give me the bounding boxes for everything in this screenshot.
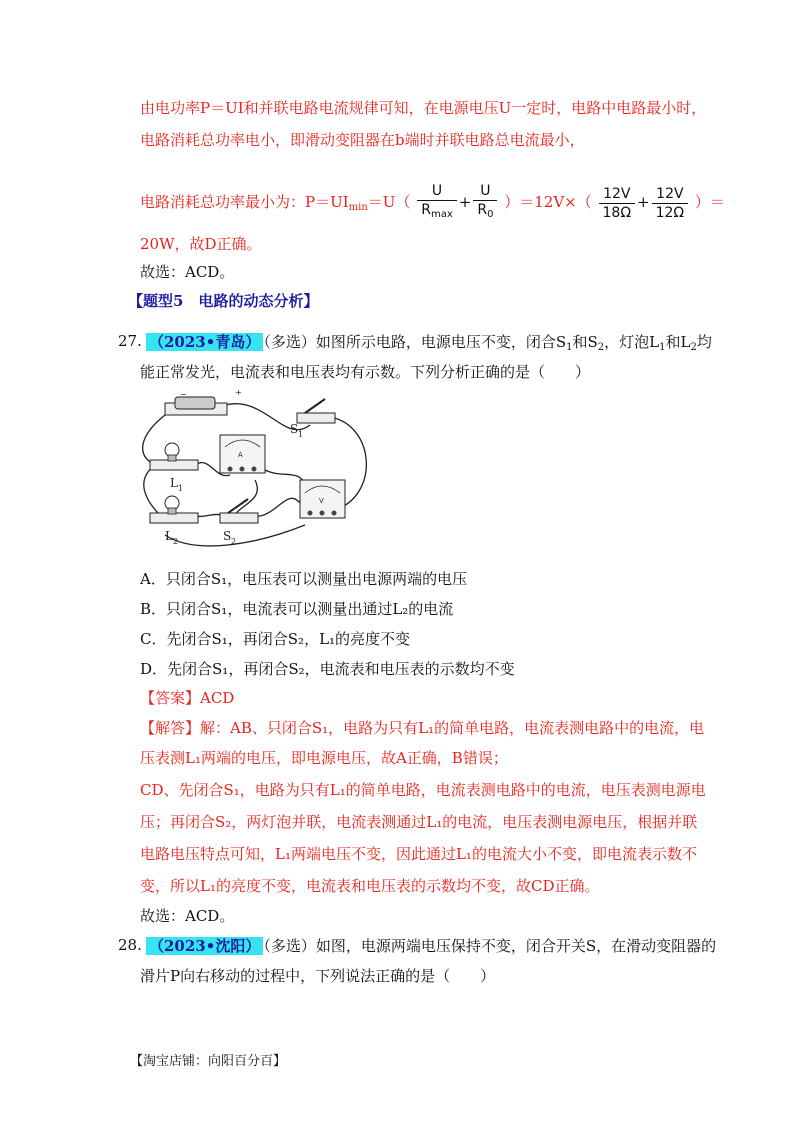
solution-formula-line: 电路消耗总功率最小为：$P=UI_{min}=U$（ $\frac{U}{R_{max}}$ + $\frac{U}{R_0}$ ）＝12V×（ $\frac{12V}{18\Omega}$ + $\frac{12V}{12\Omega}$ ）＝ [140, 182, 725, 224]
option-b: B．只闭合S₁，电流表可以测量出通过L₂的电流 [140, 600, 454, 618]
solution-line: 电路消耗总功率电小，即滑动变阻器在b端时并联电路总电流最小， [140, 131, 585, 149]
fraction: $\frac{U}{R_{max}}$ [417, 182, 457, 224]
analysis-line: 变，所以L₁的亮度不变，电流表和电压表的示数均不变，故CD正确。 [140, 877, 600, 895]
analysis-line: CD、先闭合S₁，电路为只有L₁的简单电路，电流表测电路中的电流，电压表测电源电 [140, 781, 706, 799]
source-tag: （2023•沈阳） [146, 937, 263, 955]
fraction: $\frac{U}{R_0}$ [473, 182, 497, 224]
footer: 【淘宝店铺：向阳百分百】 [130, 1054, 287, 1069]
solution-line: 故选：ACD。 [140, 263, 235, 281]
label-s1-sub: 1 [298, 430, 304, 439]
svg-text:+: + [235, 388, 242, 397]
bulb-icon [150, 496, 198, 523]
label-s2: S [223, 529, 232, 543]
svg-text:V: V [319, 497, 324, 505]
section-title: 【题型5 电路的动态分析】 [128, 292, 319, 310]
circuit-diagram [135, 385, 385, 555]
solution-line: 由电功率P＝UI和并联电路电流规律可知，在电源电压U一定时，电路中电路最小时， [140, 99, 707, 117]
question-number: 28. [118, 936, 142, 954]
analysis-line: 故选：ACD。 [140, 907, 235, 925]
ammeter-icon [220, 435, 265, 473]
option-d: D．先闭合S₁，再闭合S₂，电流表和电压表的示数均不变 [140, 660, 515, 678]
question-stem: （2023•沈阳） （多选）如图，电源两端电压保持不变，闭合开关S，在滑动变阻器的 [146, 936, 716, 956]
option-c: C．先闭合S₁，再闭合S₂，L₁的亮度不变 [140, 630, 411, 648]
analysis-line: 电路电压特点可知，L₁两端电压不变，因此通过L₁的电流大小不变，即电流表示数不 [140, 845, 697, 863]
question-number: 27. [118, 332, 142, 350]
option-a: A．只闭合S₁，电压表可以测量出电源两端的电压 [140, 570, 468, 588]
source-tag: （2023•青岛） [146, 333, 263, 351]
question-stem: 能正常发光，电流表和电压表均有示数。下列分析正确的是（ ） [140, 363, 591, 381]
analysis-line: 【解答】解：AB、只闭合S₁，电路为只有L₁的简单电路，电流表测电路中的电流，电 [140, 719, 705, 737]
solution-line: 20W，故D正确。 [140, 235, 262, 253]
switch-icon [297, 399, 335, 423]
label-l2: L [165, 529, 173, 543]
battery-icon [165, 388, 242, 415]
fraction: $\frac{12V}{18\Omega}$ [599, 185, 636, 222]
bulb-icon [150, 443, 198, 470]
label-l2-sub: 2 [173, 537, 179, 546]
question-stem: （2023•青岛） （多选）如图所示电路，电源电压不变，闭合$S_1$和$S_2$，灯泡$L_1$和$L_2$均 [146, 332, 712, 358]
analysis-line: 压；再闭合S₂，两灯泡并联，电流表测通过L₁的电流，电压表测电源电压，根据并联 [140, 813, 698, 831]
label-l1-sub: 1 [178, 484, 184, 493]
fraction: $\frac{12V}{12\Omega}$ [652, 185, 689, 222]
label-s1: S [290, 422, 299, 436]
svg-text:−: − [180, 390, 187, 399]
svg-text:A: A [238, 451, 243, 459]
circuit-figure [135, 385, 385, 555]
answer: 【答案】ACD [140, 689, 235, 707]
label-l1: L [170, 476, 178, 490]
analysis-line: 压表测L₁两端的电压，即电源电压，故A正确，B错误； [140, 749, 508, 767]
question-stem: 滑片P向右移动的过程中，下列说法正确的是（ ） [140, 967, 496, 985]
voltmeter-icon [300, 480, 345, 518]
label-s2-sub: 2 [231, 537, 237, 546]
